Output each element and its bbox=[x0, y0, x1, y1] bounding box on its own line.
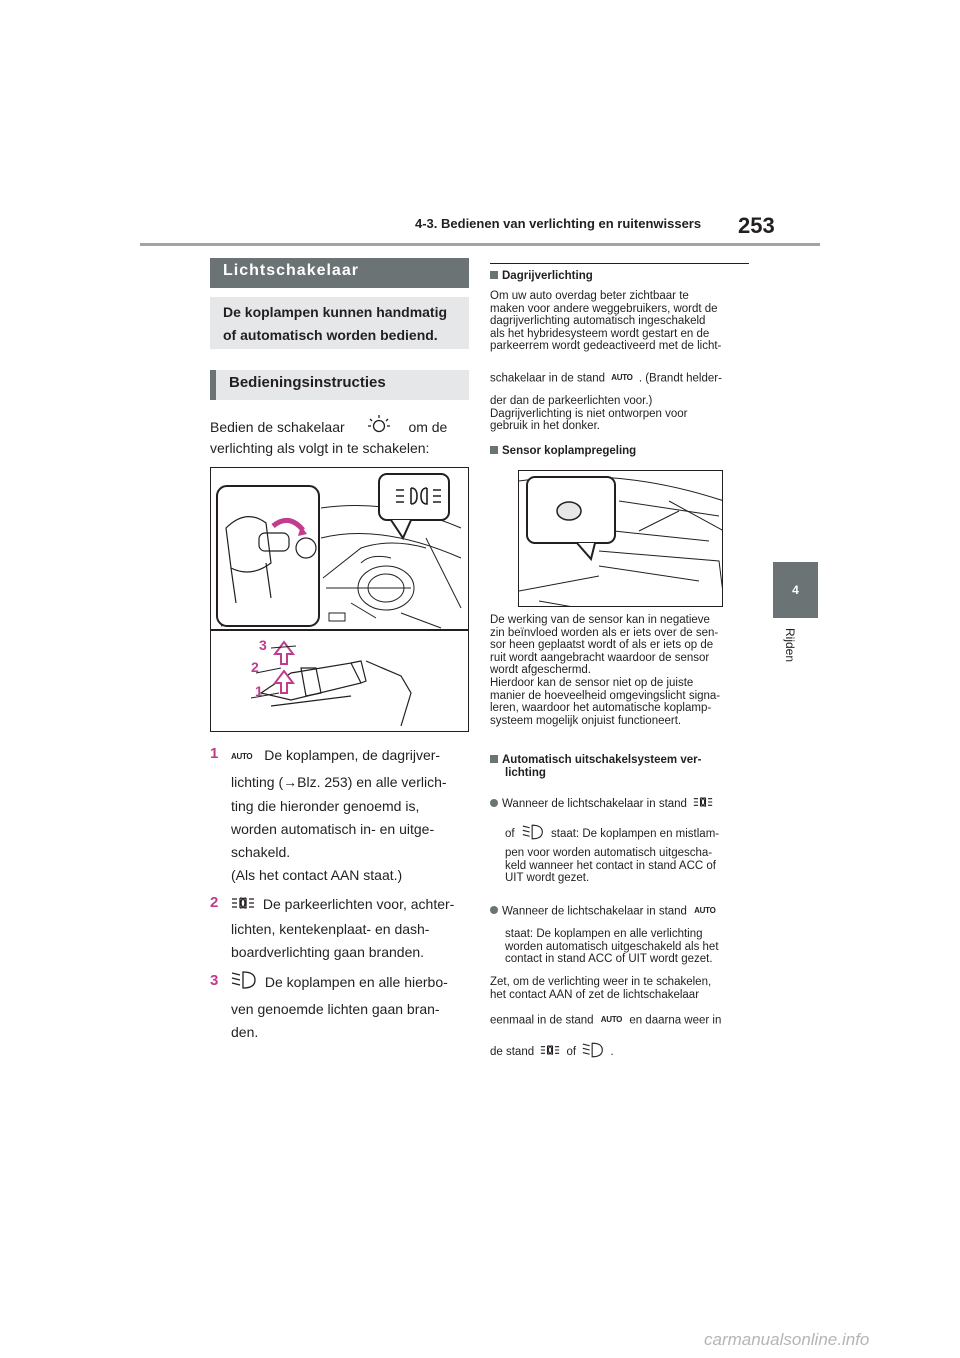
paragraph: Om uw auto overdag beter zichtbaar te maken voor andere weggebruikers, wordt de dagrijverlichting automatisch ingeschakeld als het hybridesysteem wordt gestart en de parkeerrem wordt gedeactiveerd met de licht- bbox=[490, 290, 722, 353]
intro-line: De koplampen kunnen handmatig bbox=[223, 304, 448, 320]
page-number: 253 bbox=[738, 213, 775, 238]
parking-light-icon bbox=[540, 1044, 560, 1060]
subsection-heading: Bedieningsinstructies bbox=[210, 370, 469, 400]
subheading: Automatisch uitschakelsysteem ver- lichting bbox=[490, 754, 701, 779]
item-line: ven genoemde lichten gaan bran- bbox=[231, 1001, 440, 1017]
round-bullet-icon bbox=[490, 799, 498, 807]
bullet-line: of staat: De koplampen en mistlam- bbox=[505, 823, 719, 845]
item-line: De parkeerlichten voor, achter- bbox=[231, 893, 454, 917]
auto-icon: AUTO bbox=[231, 751, 253, 761]
light-switch-illustration bbox=[210, 467, 469, 732]
item-number: 2 bbox=[210, 894, 219, 911]
paragraph: Zet, om de verlichting weer in te schakelen, het contact AAN of zet de lichtschakelaar bbox=[490, 976, 712, 1001]
paragraph-line: eenmaal in de stand AUTO en daarna weer in bbox=[490, 1014, 722, 1027]
item-line: schakeld. bbox=[231, 844, 291, 860]
round-bullet-icon bbox=[490, 906, 498, 914]
item-line: boardverlichting gaan branden. bbox=[231, 944, 425, 960]
paragraph-line: de stand of . bbox=[490, 1041, 614, 1063]
auto-icon: AUTO bbox=[600, 1015, 623, 1024]
item-line: (Als het contact AAN staat.) bbox=[231, 867, 403, 883]
square-bullet-icon bbox=[490, 271, 498, 279]
chapter-label: Rijden bbox=[783, 628, 797, 663]
header-rule bbox=[140, 243, 820, 246]
figure-label-1: 1 bbox=[255, 683, 263, 699]
auto-icon: AUTO bbox=[694, 906, 716, 915]
instruction-line: verlichting als volgt in te schakelen: bbox=[210, 440, 430, 456]
chapter-number: 4 bbox=[792, 583, 799, 597]
bullet-line: Wanneer de lichtschakelaar in stand bbox=[490, 796, 713, 812]
sensor-illustration bbox=[518, 470, 723, 607]
headlight-icon bbox=[522, 823, 544, 845]
subheading: Sensor koplampregeling bbox=[490, 445, 636, 458]
instruction-line: Bedien de schakelaar om de bbox=[210, 414, 447, 443]
item-line: lichten, kentekenplaat- en dash- bbox=[231, 921, 430, 937]
square-bullet-icon bbox=[490, 446, 498, 454]
section-title: 4-3. Bedienen van verlichting en ruitenwissers bbox=[415, 216, 702, 231]
bullet-line: Wanneer de lichtschakelaar in stand AUTO bbox=[490, 905, 716, 918]
parking-light-icon bbox=[693, 796, 713, 812]
paragraph: De werking van de sensor kan in negatieve zin beïnvloed worden als er iets over de sen- sor heen geplaatst wordt of als er iets op de ruit wordt aangebracht waardoor de sensor wordt afgeschermd. Hierdoor kan de sensor niet op de juiste manier de hoeveelheid omgevingslicht signa- leren, waardoor het automatische koplamp- systeem mogelijk onjuist functioneert. bbox=[490, 614, 721, 727]
item-line: worden automatisch in- en uitge- bbox=[231, 821, 435, 837]
section-heading: Lichtschakelaar bbox=[210, 258, 469, 288]
paragraph-line: schakelaar in de stand AUTO . (Brandt helder- bbox=[490, 372, 722, 385]
chapter-tab bbox=[773, 562, 818, 618]
square-bullet-icon bbox=[490, 755, 498, 763]
intro-line: of automatisch worden bediend. bbox=[223, 327, 438, 343]
figure-label-3: 3 bbox=[259, 637, 267, 653]
item-number: 1 bbox=[210, 745, 219, 762]
column-rule bbox=[490, 263, 749, 264]
item-line: den. bbox=[231, 1024, 259, 1040]
parking-light-icon bbox=[231, 894, 255, 917]
bullet-text: pen voor worden automatisch uitgescha- keld wanneer het contact in stand ACC of UIT wordt gezet. bbox=[505, 847, 716, 885]
item-line: De koplampen en alle hierbo- bbox=[231, 970, 448, 997]
subheading: Dagrijverlichting bbox=[490, 270, 593, 283]
item-line: lichting (→Blz. 253) en alle verlich- bbox=[231, 774, 447, 790]
auto-icon: AUTO bbox=[611, 373, 633, 382]
headlight-icon bbox=[582, 1041, 604, 1063]
figure-label-2: 2 bbox=[251, 659, 259, 675]
bullet-text: staat: De koplampen en alle verlichting worden automatisch uitgeschakeld als het contact in stand ACC of UIT wordt gezet. bbox=[505, 928, 719, 966]
paragraph: der dan de parkeerlichten voor.) Dagrijverlichting is niet ontworpen voor gebruik in het donker. bbox=[490, 395, 688, 433]
item-line: AUTO De koplampen, de dagrijver- bbox=[231, 744, 440, 768]
intro-box bbox=[210, 297, 469, 349]
watermark[interactable]: carmanualsonline.info bbox=[704, 1330, 870, 1349]
headlight-icon bbox=[231, 970, 257, 997]
item-number: 3 bbox=[210, 972, 219, 989]
item-line: ting die hieronder genoemd is, bbox=[231, 798, 420, 814]
